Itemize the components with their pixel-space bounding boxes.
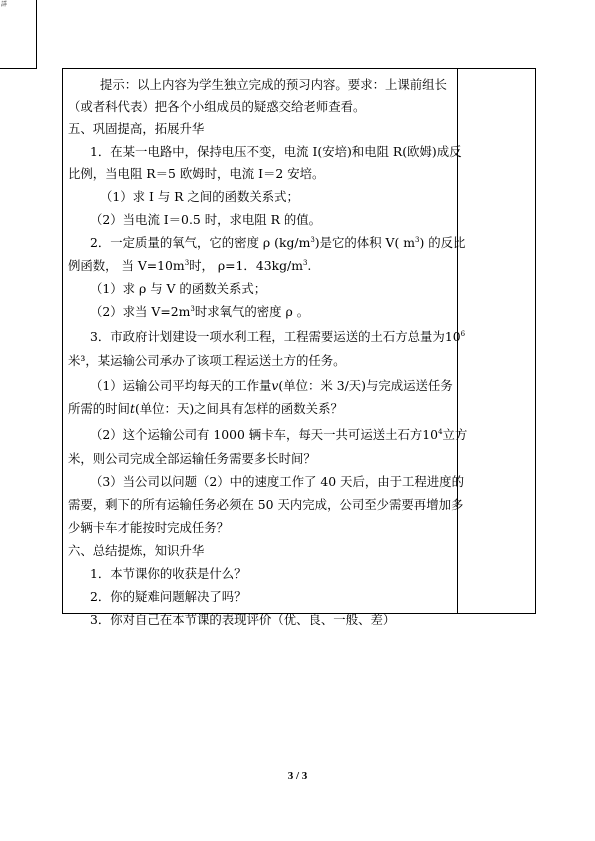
q3-part-2-line-2: 米，则公司完成全部运输任务需要多长时间？ [68,451,316,466]
q2-part-2 [90,304,309,320]
q3-part-1-b: (单位：米 3/天)与完成运送任务 [278,378,453,393]
q2-part-2-b: 时求氧气的密度 ρ 。 [194,304,310,319]
q3-part-1-line-1 [90,378,453,394]
q3-part-3-line-3: 少辆卡车才能按时完成任务？ [68,520,230,535]
q3-part-2-line-1 [90,427,467,443]
q3-part-3-line-1: （3）当公司以问题（2）中的速度工作了 40 天后，由于工程进度的 [90,474,464,489]
q3-part-1-d: (单位：天)之间具有怎样的函数关系？ [134,401,343,416]
section-six-heading: 六、总结提炼，知识升华 [68,543,205,558]
q2-part-2-a: （2）求当 V=2m [90,304,191,319]
symbol-t: t [129,401,135,416]
superscript-3: 3 [310,236,315,244]
q3-part-3-line-2: 需要，剩下的所有运输任务必须在 50 天内完成，公司至少需要再增加多 [68,497,464,512]
superscript-3: 3 [302,259,308,267]
summary-item-1: 1．本节课你的收获是什么？ [90,566,247,581]
q2-line-1-b: )是它的体积 V( m [314,235,415,250]
corner-mark: 詳 [1,1,8,8]
q3-part-2-b: 立方 [442,427,468,442]
q1-line-2: 比例，当电阻 R＝5 欧姆时，电流 I＝2 安培。 [68,166,325,181]
page-number: 3 / 3 [287,770,308,782]
q3-part-1-c: 所需的时间 [68,401,130,416]
q2-line-2-c: . [307,258,312,273]
hint-line-2: （或者科代表）把各个小组成员的疑惑交给老师查看。 [68,99,366,114]
header-corner-box [0,0,37,69]
q2-line-1 [90,235,465,251]
q3-power-base: 10 [444,329,461,344]
q3-line-2: 米³，某运输公司承办了该项工程运送土方的任务。 [68,353,346,368]
q2-line-1-c: ) 的反比 [419,235,466,250]
q2-line-2 [68,258,311,274]
q2-part-1: （1）求 ρ 与 V 的函数关系式； [90,281,267,296]
q3-part-2-power-exp: 4 [438,428,443,436]
q1-part-1: （1）求 I 与 R 之间的函数关系式； [100,189,299,204]
summary-item-2: 2．你的疑难问题解决了吗？ [90,589,247,604]
q3-part-1-line-2 [68,401,343,417]
q2-line-1-a: 2．一定质量的氧气，它的密度 ρ (kg/m [90,235,311,250]
q1-part-2: （2）当电流 I＝0.5 时，求电阻 R 的值。 [90,212,322,227]
q1-line-1: 1．在某一电路中，保持电压不变，电流 I(安培)和电阻 R(欧姆)成反 [90,144,462,159]
summary-item-3: 3．你对自己在本节课的表现评价（优、良、一般、差） [90,612,396,627]
q3-line-1 [90,329,465,345]
superscript-3: 3 [184,259,190,267]
superscript-3: 3 [415,236,420,244]
q2-line-2-a: 例函数， 当 V=10m [68,258,185,273]
q3-part-2-a: （2）这个运输公司有 1000 辆卡车，每天一共可运送土石方 [90,427,423,442]
hint-line-1: 提示：以上内容为学生独立完成的预习内容。要求：上课前组长 [100,77,447,92]
lesson-table [62,68,536,627]
q3-part-2-power-base: 10 [422,427,439,442]
q2-line-2-b: 时， ρ=1．43kg/m [189,258,303,273]
q3-power-exp: 6 [460,330,466,338]
q3-part-1-a: （1）运输公司平均每天的工作量 [90,378,272,393]
symbol-v: v [271,378,279,393]
section-five-heading: 五、巩固提高，拓展升华 [68,121,205,136]
q3-line-1-a: 3．市政府计划建设一项水利工程，工程需要运送的土石方总量为 [90,329,445,344]
superscript-3: 3 [190,305,195,313]
